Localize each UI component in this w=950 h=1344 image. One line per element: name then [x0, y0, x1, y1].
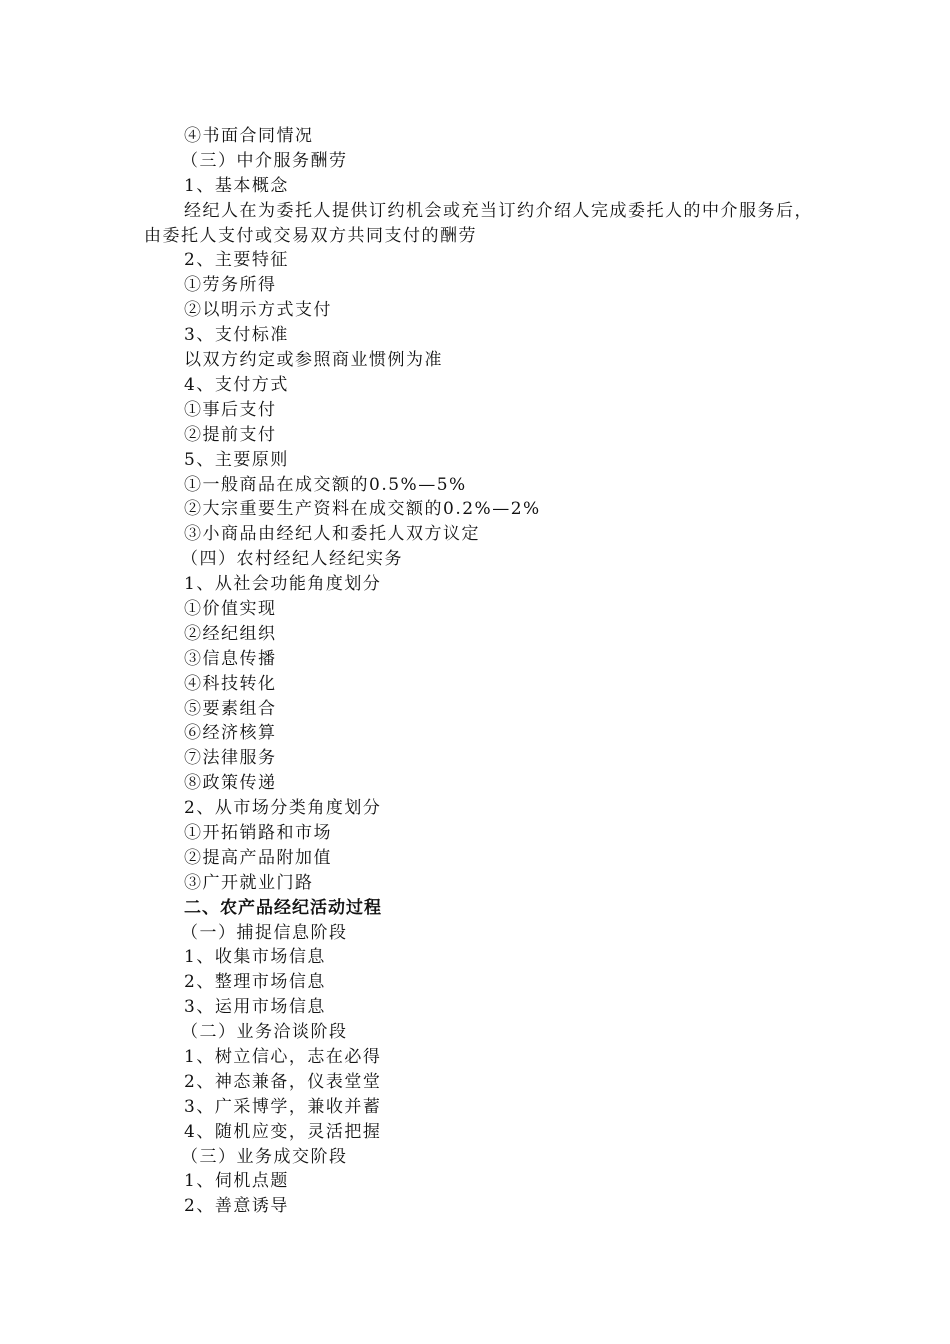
text-line: 3、广采博学，兼收并蓄 — [184, 1096, 382, 1117]
text-line: ①价值实现 — [184, 598, 277, 619]
text-line: ②以明示方式支付 — [184, 300, 332, 321]
text-line: ②经纪组织 — [184, 623, 277, 644]
text-line: 1、基本概念 — [184, 175, 289, 196]
text-line: ⑥经济核算 — [184, 723, 277, 744]
text-line: 3、支付标准 — [184, 325, 289, 346]
text-line: ③小商品由经纪人和委托人双方议定 — [184, 524, 480, 545]
text-line: ⑦法律服务 — [184, 748, 277, 769]
section-heading: （一）捕捉信息阶段 — [181, 922, 348, 943]
section-heading: （二）业务洽谈阶段 — [181, 1022, 348, 1043]
text-line: 1、树立信心，志在必得 — [184, 1046, 382, 1067]
paragraph: 经纪人在为委托人提供订约机会或充当订约介绍人完成委托人的中介服务后，由委托人支付或交易双方共同支付的酬劳 — [144, 200, 813, 246]
text-line: ①事后支付 — [184, 399, 277, 420]
text-line: 4、支付方式 — [184, 374, 289, 395]
text-line: 2、神态兼备，仪表堂堂 — [184, 1071, 382, 1092]
text-line: ④书面合同情况 — [184, 126, 314, 146]
text-line: ②提高产品附加值 — [184, 847, 332, 868]
text-line: 以双方约定或参照商业惯例为准 — [184, 350, 443, 371]
text-line: 4、随机应变，灵活把握 — [184, 1121, 382, 1142]
chapter-heading: 二、农产品经纪活动过程 — [184, 897, 382, 918]
text-line: 2、主要特征 — [184, 250, 289, 271]
document-body — [144, 124, 814, 1219]
text-line: ①劳务所得 — [184, 275, 277, 296]
text-line: ②大宗重要生产资料在成交额的0.2%—2% — [184, 499, 541, 520]
text-line: 1、从社会功能角度划分 — [184, 574, 382, 595]
section-heading: （四）农村经纪人经纪实务 — [181, 549, 403, 570]
text-line: 5、主要原则 — [184, 449, 289, 470]
text-line: 2、从市场分类角度划分 — [184, 798, 382, 819]
section-heading: （三）业务成交阶段 — [181, 1146, 348, 1167]
text-line: ②提前支付 — [184, 424, 277, 445]
text-line: 1、伺机点题 — [184, 1171, 289, 1192]
text-line: ④科技转化 — [184, 673, 277, 694]
text-line: ③广开就业门路 — [184, 872, 314, 893]
text-line: 2、善意诱导 — [184, 1196, 289, 1217]
text-line: 3、运用市场信息 — [184, 997, 326, 1018]
text-line: 1、收集市场信息 — [184, 947, 326, 968]
section-heading: （三）中介服务酬劳 — [181, 150, 348, 171]
text-line: 2、整理市场信息 — [184, 972, 326, 993]
text-line: ①开拓销路和市场 — [184, 822, 332, 843]
text-line: ③信息传播 — [184, 648, 277, 669]
text-line: ⑧政策传递 — [184, 773, 277, 794]
text-line: ⑤要素组合 — [184, 698, 277, 719]
text-line: ①一般商品在成交额的0.5%—5% — [184, 474, 467, 495]
